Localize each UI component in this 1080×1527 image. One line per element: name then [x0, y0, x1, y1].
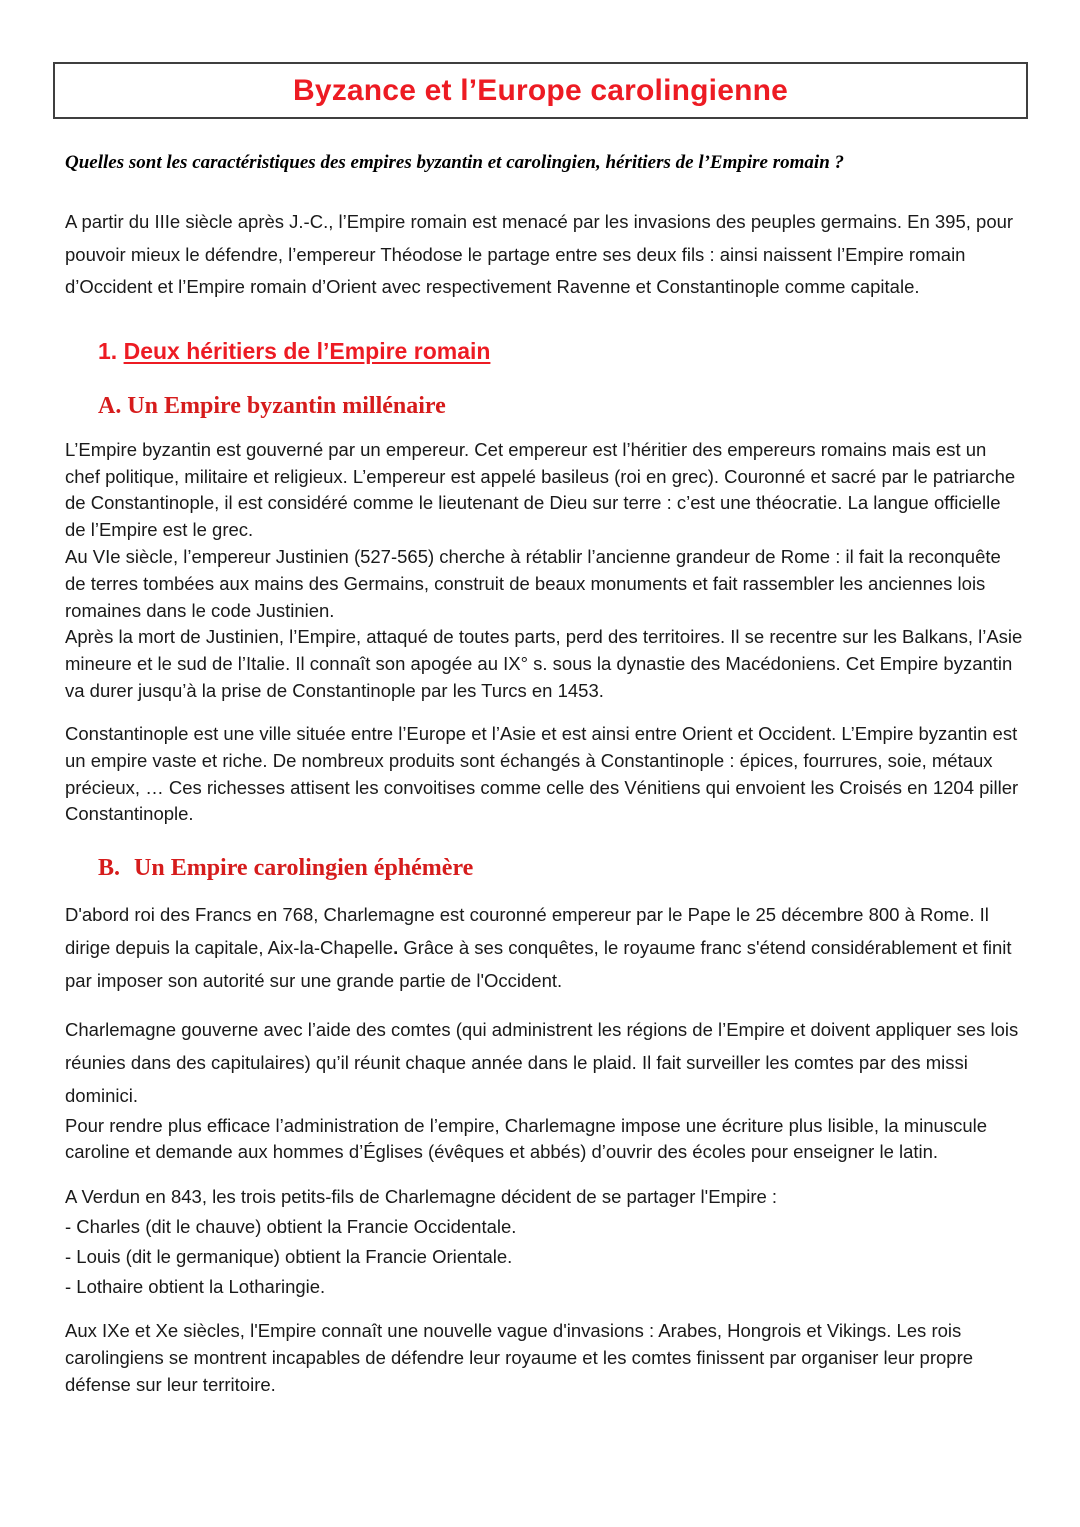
subsection-title: Un Empire byzantin millénaire	[127, 393, 446, 419]
spacer	[65, 705, 1023, 721]
section-number: 1.	[98, 338, 118, 365]
paragraph-after-justinian: Après la mort de Justinien, l’Empire, attaqué de toutes parts, perd des territoires. Il se recentre sur les Balkans, l’Asie mineure et le sud de l’Italie. Il connaît son apogée au IX° s. sous la dynastie des Macédoniens. Cet Empire byzantin va durer jusqu’à la prise de Constantinople par les Turcs en 1453.	[65, 626, 1023, 702]
charlemagne-bold-period: .	[393, 936, 399, 958]
spacer	[65, 1302, 1023, 1318]
subsection-title: Un Empire carolingien éphémère	[134, 855, 474, 882]
subsection-heading-a	[65, 392, 1023, 421]
spacer	[65, 998, 1023, 1014]
verdun-intro: A Verdun en 843, les trois petits-fils de Charlemagne décident de se partager l'Empire :	[65, 1186, 778, 1208]
spacer	[65, 366, 1023, 392]
paragraph-new-invasions: Aux IXe et Xe siècles, l'Empire connaît une nouvelle vague d'invasions : Arabes, Hongrois et Vikings. Les rois carolingiens se montrent incapables de défendre leur royaume et les comtes finissent par organiser leur propre défense sur leur territoire.	[65, 1320, 974, 1395]
paragraph-charlemagne-crowned	[65, 899, 1023, 998]
document-body	[65, 150, 1023, 1398]
subsection-heading-b	[65, 854, 1023, 883]
spacer	[65, 1166, 1023, 1182]
intro-paragraph: A partir du IIIe siècle après J.-C., l’Empire romain est menacé par les invasions des peuples germains. En 395, pour pouvoir mieux le défendre, l’empereur Théodose le partage entre ses deux fils : ainsi naissent l’Empire romain d’Occident et l’Empire romain d’Orient avec respectivement Ravenne et Constantinople comme capitale.	[65, 210, 1014, 298]
section-heading-1	[65, 338, 1023, 366]
spacer	[65, 883, 1023, 899]
paragraph-justinian: Au VIe siècle, l’empereur Justinien (527-565) cherche à rétablir l’ancienne grandeur de Rome : il fait la reconquête de terres tombées aux mains des Germains, construit de beaux monuments et fait rassembler les anciennes lois romaines dans le code Justinien.	[65, 546, 1001, 621]
title-box	[53, 62, 1028, 119]
charlemagne-text-part2: Grâce à ses conquêtes, le royaume franc s'étend considérablement et finit par imposer son autorité sur une grande partie de l'Occident.	[65, 936, 1012, 991]
list-item: - Louis (dit le germanique) obtient la Francie Orientale.	[65, 1246, 513, 1268]
paragraph-comtes: Charlemagne gouverne avec l’aide des comtes (qui administrent les régions de l’Empire et doivent appliquer ses lois réunies dans des capitulaires) qu’il réunit chaque année dans le plaid. Il fait surveiller les comtes par des missi dominici.	[65, 1018, 1019, 1106]
section-title: Deux héritiers de l’Empire romain	[123, 338, 491, 365]
page-title: Byzance et l’Europe carolingienne	[292, 73, 789, 107]
paragraph-byzantine-emperor: L’Empire byzantin est gouverné par un empereur. Cet empereur est l’héritier des empereurs romains mais est un chef politique, militaire et religieux. L’empereur est appelé basileus (roi en grec). Couronné et sacré par le patriarche de Constantinople, il est considéré comme le lieutenant de Dieu sur terre : c’est une théocratie. La langue officielle de l’Empire est le grec.	[65, 438, 1016, 541]
lead-question: Quelles sont les caractéristiques des empires byzantin et carolingien, héritiers de l’Empire romain ?	[65, 152, 845, 173]
subsection-letter: B.	[98, 855, 121, 882]
spacer	[65, 421, 1023, 437]
spacer	[65, 828, 1023, 854]
charlemagne-text-part1: D'abord roi des Francs en 768, Charlemagne est couronné empereur par le Pape le 25 décembre 800 à Rome. Il dirige depuis la capitale, Aix-la-Chapelle	[65, 903, 989, 958]
subsection-letter: A.	[98, 393, 122, 419]
list-item: - Lothaire obtient la Lotharingie.	[65, 1276, 326, 1298]
paragraph-minuscule-caroline: Pour rendre plus efficace l’administration de l’empire, Charlemagne impose une écriture plus lisible, la minuscule caroline et demande aux hommes d’Églises (évêques et abbés) d’ouvrir des écoles pour enseigner le latin.	[65, 1114, 988, 1163]
spacer	[65, 304, 1023, 338]
list-item: - Charles (dit le chauve) obtient la Francie Occidentale.	[65, 1216, 517, 1238]
paragraph-constantinople-trade: Constantinople est une ville située entre l’Europe et l’Asie et est ainsi entre Orient et Occident. L’Empire byzantin est un empire vaste et riche. De nombreux produits sont échangés à Constantinople : épices, fourrures, soie, métaux précieux, … Ces richesses attisent les convoitises comme celle des Vénitiens qui envoient les Croisés en 1204 piller Constantinople.	[65, 722, 1019, 825]
